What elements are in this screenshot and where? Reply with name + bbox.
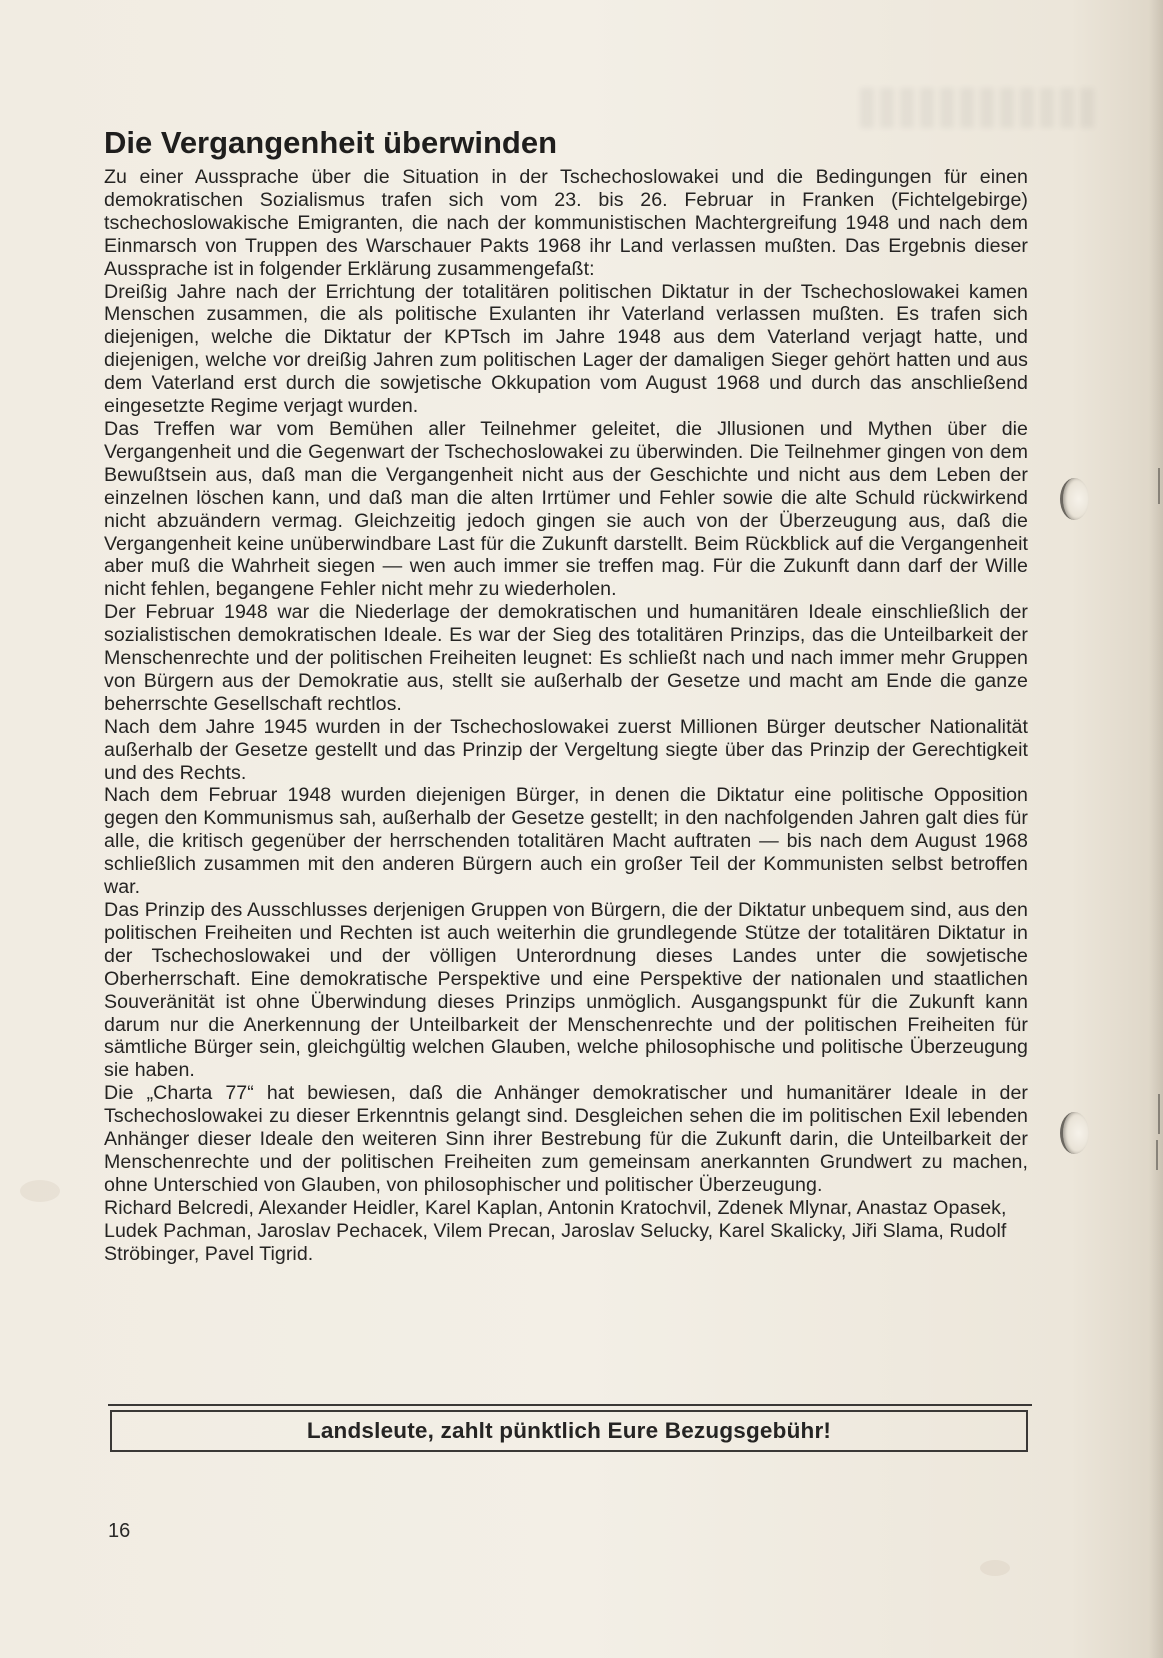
page-edge-shadow xyxy=(1149,0,1163,1658)
notice-text: Landsleute, zahlt pünktlich Eure Bezugsgebühr! xyxy=(306,1418,832,1443)
paragraph: Die „Charta 77“ hat bewiesen, daß die Anhänger demokratischer und humanitärer Ideale in der Tschechoslowakei zu dieser Erkenntnis gelangt sind. Desgleichen sehen die im politischen Exil lebenden Anhänger dieser Ideale den weiteren Sinn ihrer Bestrebung für die Zukunft darin, die Unteilbarkeit der Menschenrechte und der politischen Freiheiten zum gemeinsam anerkannten Grundwert zu machen, ohne Unterschied von Glauben, von philosophischer und politischer Überzeugung. xyxy=(104,1082,1028,1196)
paragraph: Dreißig Jahre nach der Errichtung der totalitären politischen Diktatur in der Tschechoslowakei kamen Menschen zusammen, die als politische Exulanten ihr Vaterland verlassen mußten. Es trafen sich diejenigen, welche die Diktatur der KPTsch im Jahre 1948 aus dem Vaterland verjagt hatte, und diejenigen, welche vor dreißig Jahren zum politischen Lager der damaligen Sieger gehört hatten und aus dem Vaterland erst durch die sowjetische Okkupation vom August 1968 und durch das anschließend eingesetzte Regime verjagt wurden. xyxy=(104,280,1028,418)
bleed-through-shadow xyxy=(860,88,1100,128)
notice-top-rule xyxy=(108,1404,1032,1406)
paragraph: Zu einer Aussprache über die Situation in der Tschechoslowakei und die Bedingungen für einen demokratischen Sozialismus trafen sich vom 23. bis 26. Februar in Franken (Fichtelgebirge) tschechoslowakische Emigranten, die nach der kommunistischen Machtergreifung 1948 und nach dem Einmarsch von Truppen des Warschauer Pakts 1968 ihr Land verlassen mußten. Das Ergebnis dieser Aussprache ist in folgender Erklärung zusammengefaßt: xyxy=(104,166,1028,280)
article-body xyxy=(104,166,1028,1197)
paragraph: Nach dem Jahre 1945 wurden in der Tschechoslowakei zuerst Millionen Bürger deutscher Nationalität außerhalb der Gesetze gestellt und das Prinzip der Vergeltung siegte über das Prinzip der Gerechtigkeit und des Rechts. xyxy=(104,715,1028,784)
paragraph: Das Prinzip des Ausschlusses derjenigen Gruppen von Bürgern, die der Diktatur unbequem sind, aus den politischen Freiheiten und Rechten ist auch weiterhin die grundlegende Stütze der totalitären Diktatur in der Tschechoslowakei und der völligen Unterordnung dieses Landes unter die sowjetische Oberherrschaft. Eine demokratische Perspektive und eine Perspektive der nationalen und staatlichen Souveränität ist ohne Überwindung dieses Prinzips unmöglich. Ausgangspunkt für die Zukunft kann darum nur die Anerkennung der Unteilbarkeit der Menschenrechte und der politischen Freiheiten für sämtliche Bürger sein, gleichgültig welchen Glauben, welche philosophische und politische Überzeugung sie haben. xyxy=(104,899,1028,1082)
page-number: 16 xyxy=(108,1520,131,1542)
paragraph: Das Treffen war vom Bemühen aller Teilnehmer geleitet, die Jllusionen und Mythen über die Vergangenheit und die Gegenwart der Tschechoslowakei zu überwinden. Die Teilnehmer gingen von dem Bewußtsein aus, daß man die Vergangenheit nicht aus der Geschichte und nicht aus dem Leben der einzelnen löschen kann, und daß man die alten Irrtümer und Fehler sowie die alte Schuld rückwirkend nicht abzuändern vermag. Gleichzeitig jedoch gingen sie auch von der Überzeugung aus, daß die Vergangenheit keine unüberwindbare Last für die Zukunft darstellt. Beim Rückblick auf die Vergangenheit aber muß die Wahrheit siegen — wen auch immer sie treffen mag. Für die Zukunft dann darf der Wille nicht fehlen, begangene Fehler nicht mehr zu wiederholen. xyxy=(104,417,1028,601)
punch-hole-lower xyxy=(1060,1112,1089,1154)
paper-stain xyxy=(980,1560,1010,1576)
article-title: Die Vergangenheit überwinden xyxy=(104,125,558,160)
signatories: Richard Belcredi, Alexander Heidler, Karel Kaplan, Antonin Kratochvil, Zdenek Mlynar, Anastaz Opasek, Ludek Pachman, Jaroslav Pechacek, Vilem Precan, Jaroslav Selucky, Karel Skalicky, Jiři Slama, Rudolf Ströbinger, Pavel Tigrid. xyxy=(104,1196,1007,1265)
paragraph: Nach dem Februar 1948 wurden diejenigen Bürger, in denen die Diktatur eine politische Opposition gegen den Kommunismus sah, außerhalb der Gesetze gestellt; in den nachfolgenden Jahren galt dies für alle, die kritisch gegenüber der herrschenden totalitären Macht auftraten — bis nach dem August 1968 schließlich zusammen mit den anderen Bürgern auch ein großer Teil der Kommunisten selbst betroffen war. xyxy=(104,784,1028,899)
punch-hole-upper xyxy=(1060,478,1089,520)
article xyxy=(104,124,1028,1266)
notice-box xyxy=(110,1410,1028,1452)
paper-stain xyxy=(20,1180,60,1202)
paragraph: Der Februar 1948 war die Niederlage der demokratischen und humanitären Ideale einschließlich der sozialistischen demokratischen Ideale. Es war der Sieg des totalitären Prinzips, das die Unteilbarkeit der Menschenrechte und der politischen Freiheiten leugnet: Es schließt nach und nach immer mehr Gruppen von Bürgern aus der Demokratie aus, stellt sie außerhalb der Gesetze und macht am Ende die ganze beherrschte Gesellschaft rechtlos. xyxy=(104,601,1028,715)
